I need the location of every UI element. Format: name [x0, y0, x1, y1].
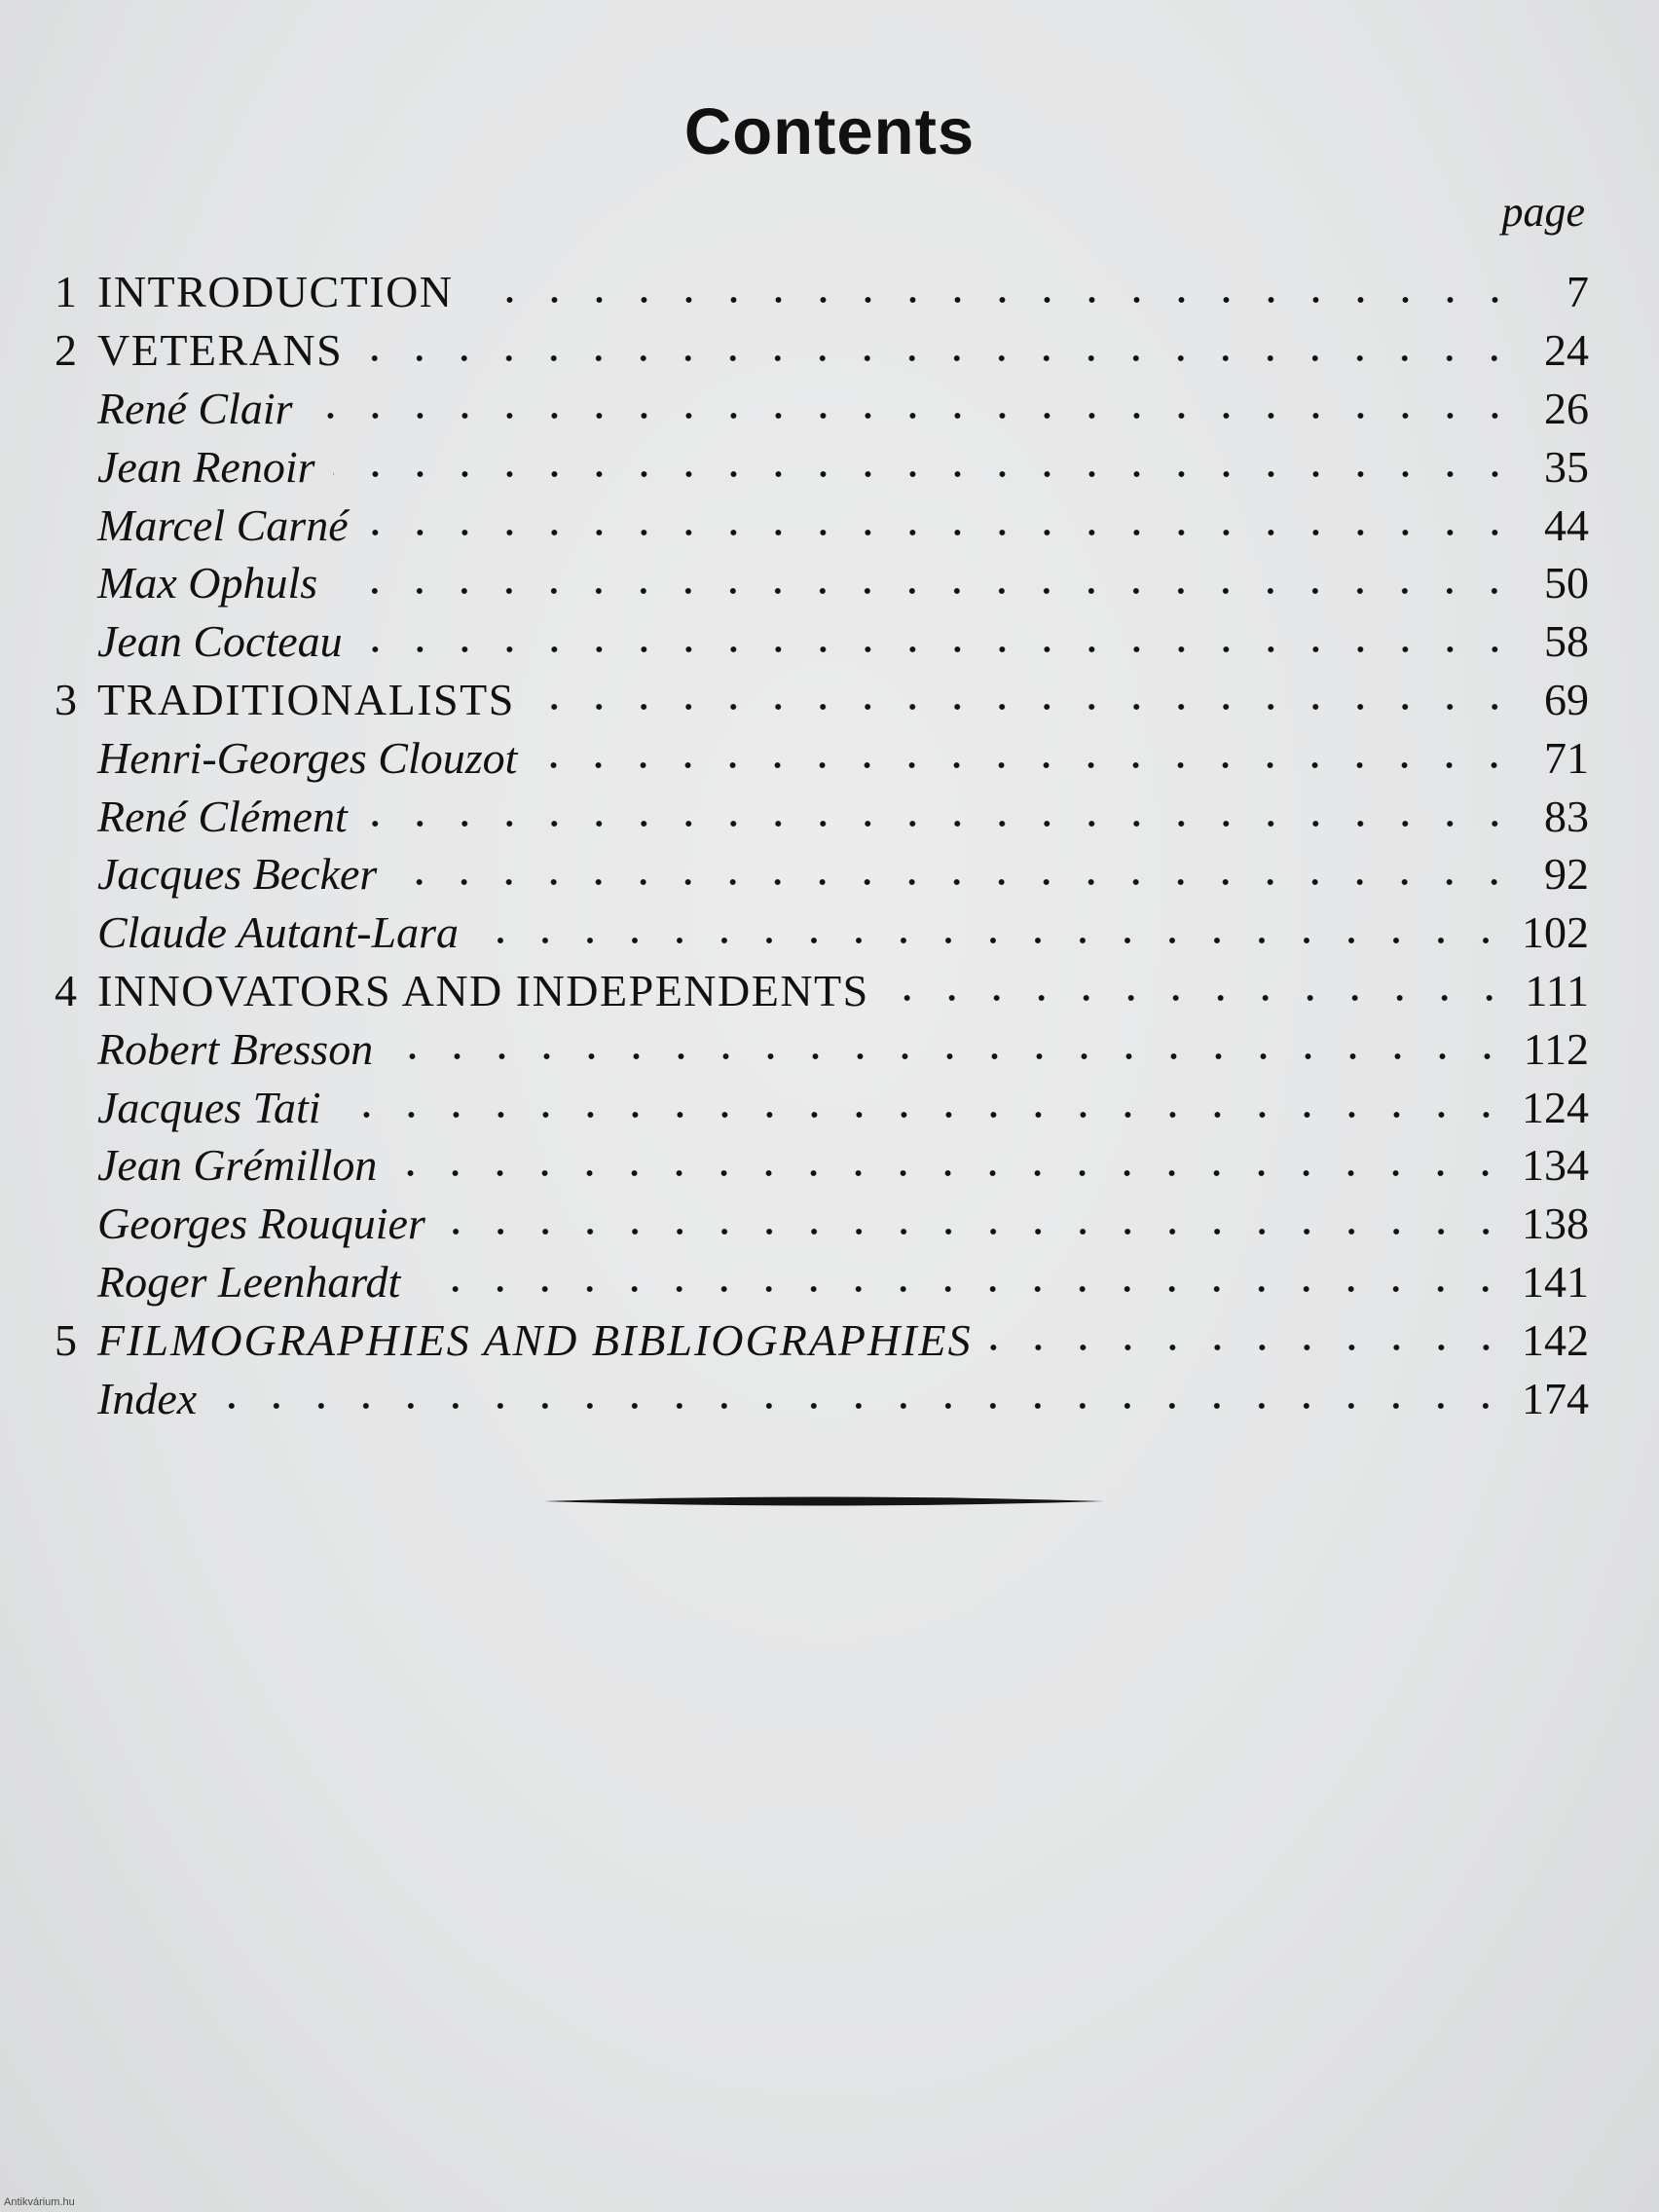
dot-leader — [535, 760, 1517, 770]
toc-label: Jacques Tati — [97, 1082, 321, 1132]
toc-label: René Clair — [97, 383, 293, 433]
toc-label: Robert Bresson — [97, 1023, 374, 1074]
toc-label: Jean Renoir — [97, 441, 315, 492]
toc-entry — [55, 380, 1589, 438]
dot-leader — [333, 469, 1517, 479]
toc-entry — [55, 903, 1589, 962]
toc-page-number: 138 — [1522, 1198, 1589, 1249]
toc-label: Jean Cocteau — [97, 616, 343, 667]
toc-entry — [55, 845, 1589, 903]
toc-label: Jean Grémillon — [97, 1140, 378, 1191]
toc-entry — [55, 554, 1589, 612]
toc-label: Marcel Carné — [97, 499, 349, 550]
toc-page-number: 102 — [1522, 907, 1589, 958]
toc-entry — [55, 1078, 1589, 1136]
toc-label: FILMOGRAPHIES AND BIBLIOGRAPHIES — [97, 1314, 973, 1365]
toc-page-number: 71 — [1544, 732, 1589, 783]
dot-leader — [471, 295, 1517, 305]
toc-entry — [55, 1253, 1589, 1311]
toc-entry — [55, 787, 1589, 845]
toc-entry — [55, 1369, 1589, 1427]
dot-leader — [390, 1051, 1509, 1061]
dot-leader — [339, 1110, 1508, 1120]
toc-page-number: 7 — [1567, 267, 1589, 317]
toc-section — [55, 263, 1589, 321]
dot-leader — [365, 819, 1517, 829]
toc-page-number: 112 — [1523, 1023, 1589, 1074]
toc-number: 4 — [55, 965, 77, 1015]
page-column-label: page — [1501, 188, 1585, 236]
toc-entry — [55, 496, 1589, 554]
toc-label: Jacques Becker — [97, 849, 378, 900]
toc-label: Henri-Georges Clouzot — [97, 732, 518, 783]
dot-leader — [533, 702, 1517, 712]
toc-entry — [55, 728, 1589, 787]
dot-leader — [887, 993, 1512, 1003]
toc-page-number: 141 — [1522, 1256, 1589, 1307]
toc-page-number: 92 — [1544, 849, 1589, 900]
dot-leader — [394, 877, 1517, 887]
toc-section — [55, 321, 1589, 380]
toc-page-number: 111 — [1525, 965, 1589, 1015]
dot-leader — [443, 1227, 1508, 1236]
toc-entry — [55, 1195, 1589, 1253]
toc-page-number: 35 — [1544, 441, 1589, 492]
toc-number: 1 — [55, 267, 77, 317]
toc-label: Index — [97, 1373, 198, 1423]
dot-leader — [990, 1343, 1508, 1352]
toc-page-number: 50 — [1544, 558, 1589, 608]
toc-page-number: 174 — [1522, 1373, 1589, 1423]
dot-leader — [360, 645, 1517, 654]
toc-entry — [55, 1019, 1589, 1078]
toc-page-number: 24 — [1544, 325, 1589, 376]
toc-section — [55, 671, 1589, 729]
toc-label: VETERANS — [97, 325, 344, 376]
toc-label: René Clément — [97, 791, 348, 841]
dot-leader — [476, 936, 1508, 945]
dot-leader — [311, 411, 1517, 421]
toc-number: 2 — [55, 325, 77, 376]
toc-label: Max Ophuls — [97, 558, 318, 608]
toc-entry — [55, 1136, 1589, 1195]
toc-label: Georges Rouquier — [97, 1198, 425, 1249]
toc-label: INTRODUCTION — [97, 267, 454, 317]
decorative-rule — [543, 1494, 1104, 1508]
toc-entry — [55, 612, 1589, 671]
dot-leader — [394, 1168, 1508, 1178]
dot-leader — [418, 1284, 1508, 1294]
toc-page-number: 26 — [1544, 383, 1589, 433]
toc-page-number: 83 — [1544, 791, 1589, 841]
watermark-brand: Antikvárium.hu — [4, 2196, 75, 2208]
toc-section — [55, 962, 1589, 1020]
table-of-contents — [55, 263, 1589, 1427]
toc-page-number: 124 — [1522, 1082, 1589, 1132]
toc-page-number: 58 — [1544, 616, 1589, 667]
toc-label: INNOVATORS AND INDEPENDENTS — [97, 965, 869, 1015]
dot-leader — [366, 528, 1517, 537]
toc-section — [55, 1310, 1589, 1369]
dot-leader — [214, 1401, 1508, 1411]
toc-page-number: 142 — [1522, 1314, 1589, 1365]
toc-label: Claude Autant-Lara — [97, 907, 460, 958]
page-title: Contents — [683, 94, 976, 168]
toc-page-number: 134 — [1522, 1140, 1589, 1191]
dot-leader — [335, 586, 1517, 596]
toc-number: 3 — [55, 674, 77, 724]
toc-entry — [55, 437, 1589, 496]
toc-label: Roger Leenhardt — [97, 1256, 401, 1307]
toc-label: TRADITIONALISTS — [97, 674, 515, 724]
toc-page-number: 69 — [1544, 674, 1589, 724]
toc-page-number: 44 — [1544, 499, 1589, 550]
toc-number: 5 — [55, 1314, 77, 1365]
dot-leader — [360, 353, 1517, 363]
